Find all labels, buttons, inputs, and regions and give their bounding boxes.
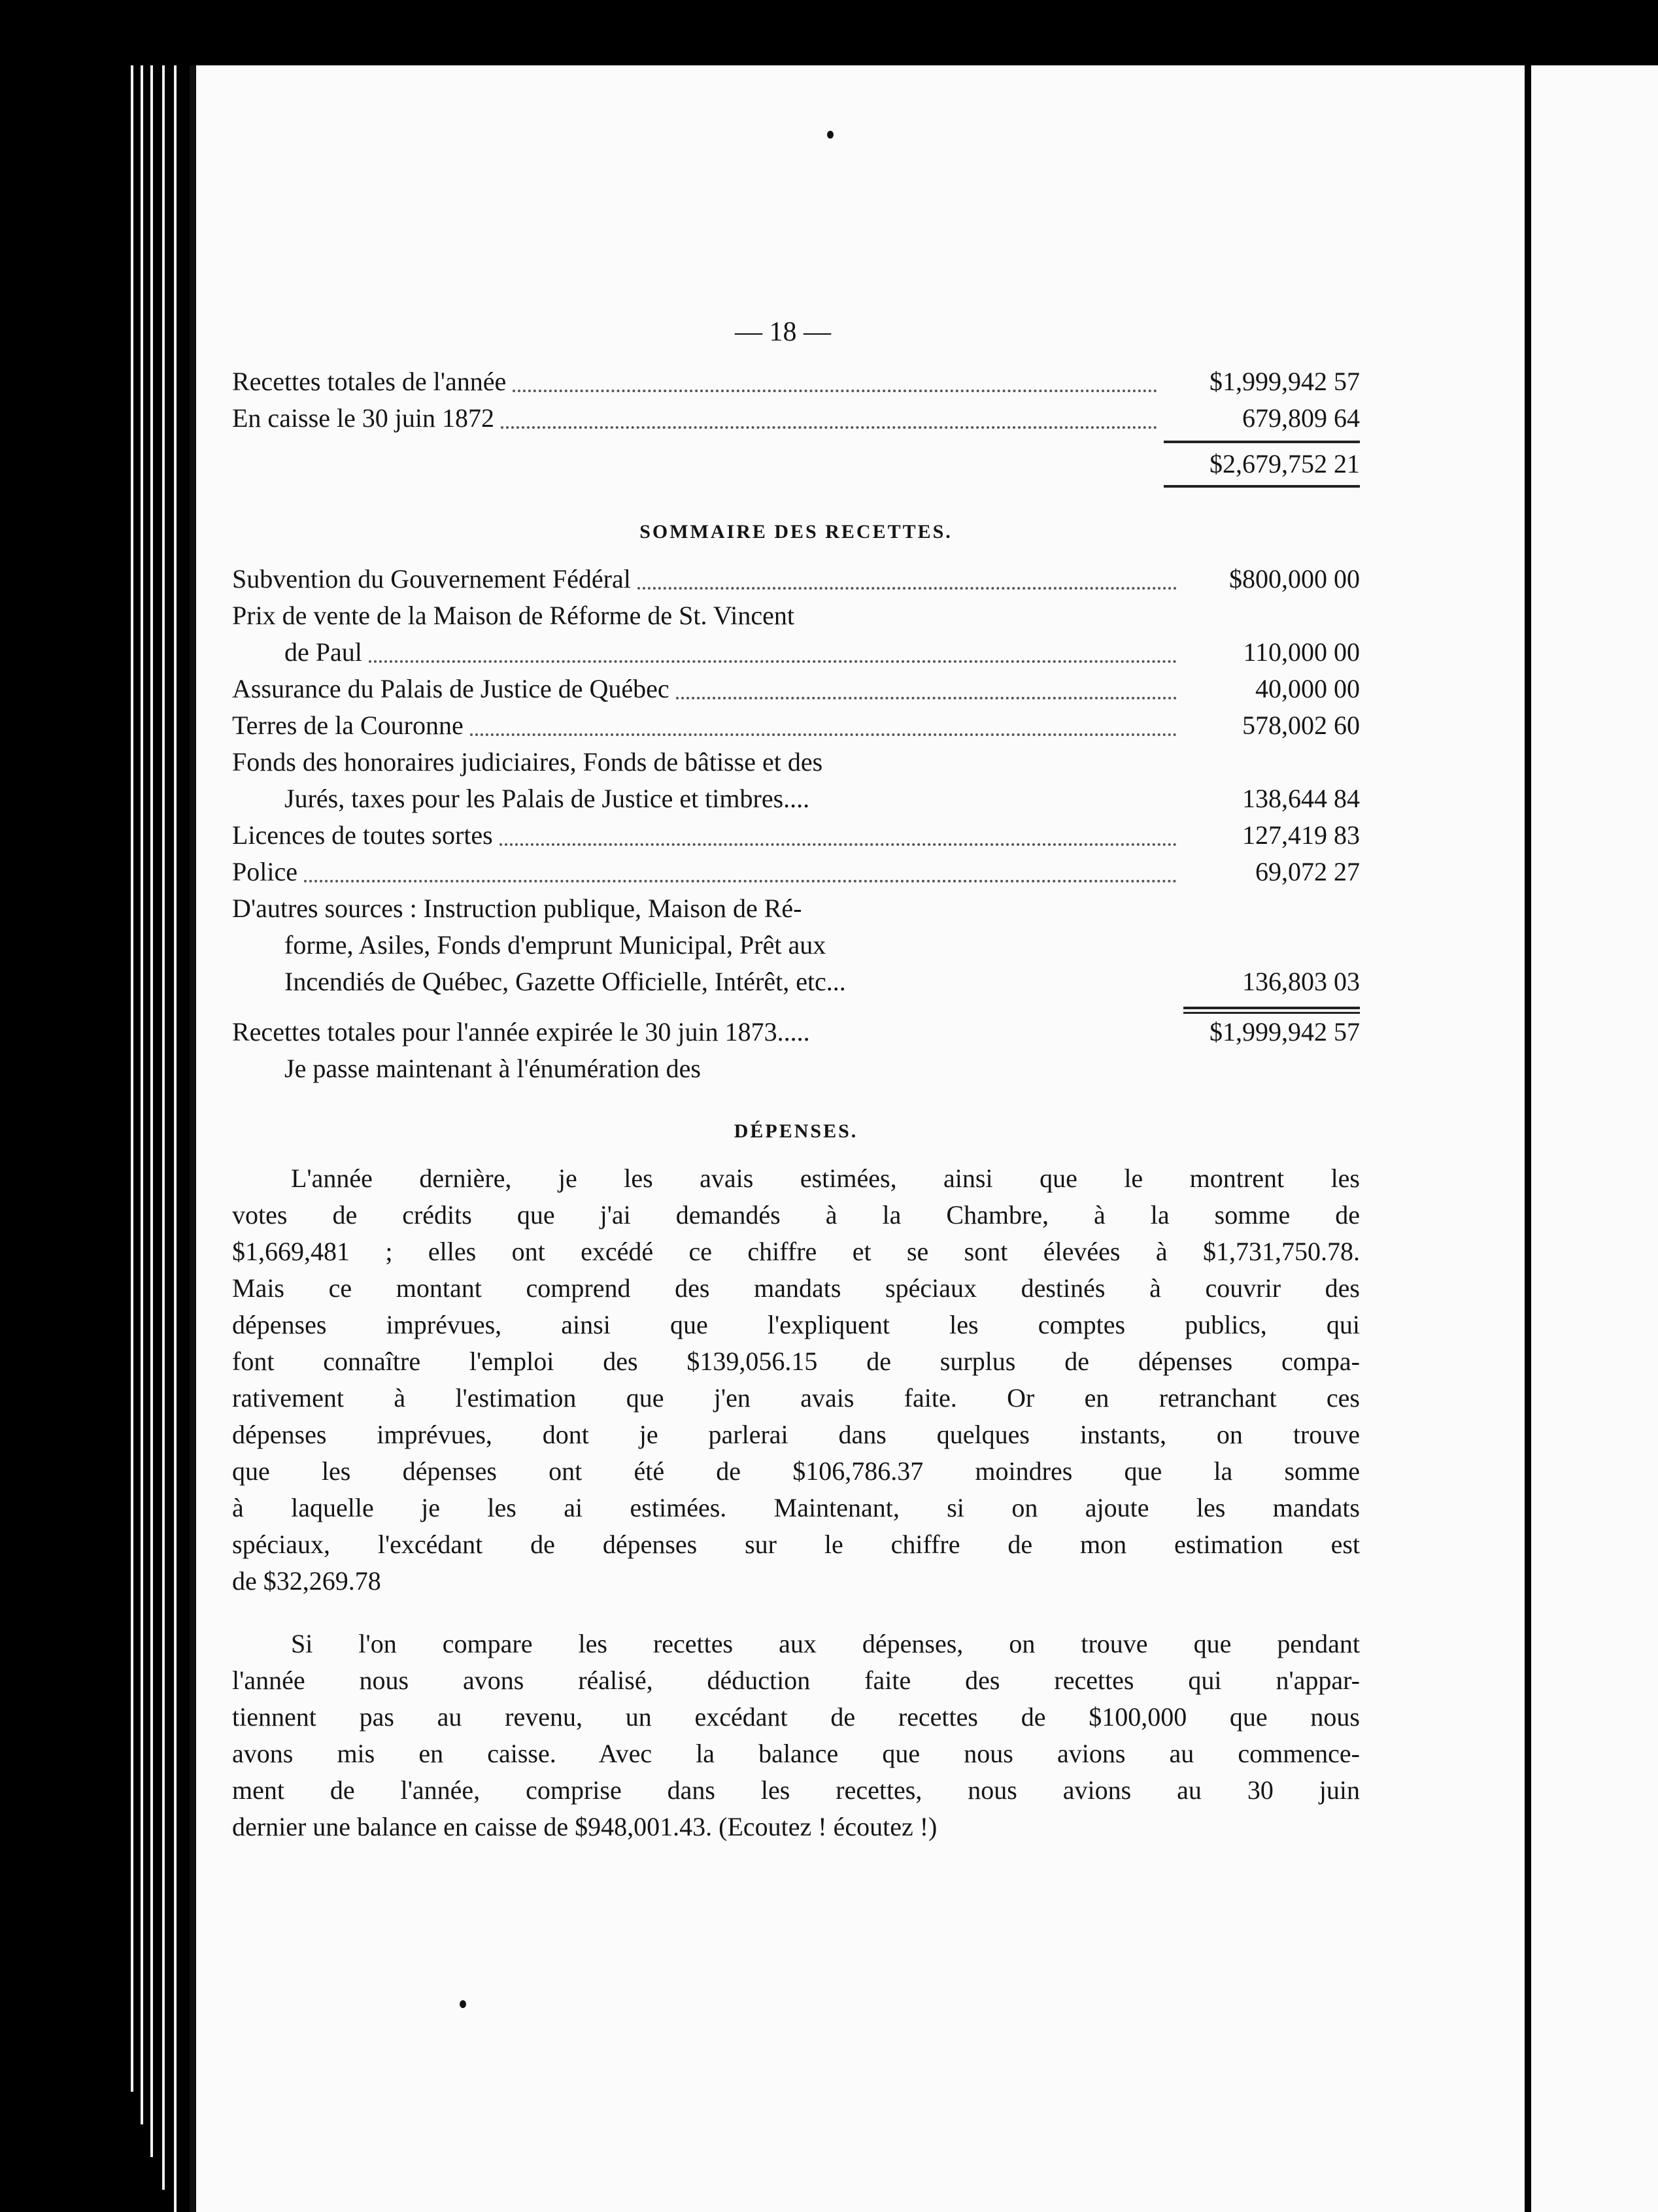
grand-total xyxy=(232,443,1360,482)
paragraph-line: avons mis en caisse. Avec la balance que nous avions au commence- xyxy=(232,1739,1360,1768)
paragraph-line: de $32,269.78 xyxy=(232,1566,381,1596)
sum-rule xyxy=(232,1009,1360,1014)
document-content xyxy=(232,314,1360,1845)
paragraph-line: ment de l'année, comprise dans les recettes, nous avions au 30 juin xyxy=(232,1775,1360,1805)
ledger-amount: $1,999,942 57 xyxy=(1210,367,1360,396)
ledger-amount: $800,000 00 xyxy=(1229,564,1360,594)
ledger-label: Terres de la Couronne xyxy=(232,711,464,740)
ledger-line: forme, Asiles, Fonds d'emprunt Municipal, Prêt aux xyxy=(284,930,826,960)
ledger-row xyxy=(232,400,1360,437)
ledger-label: En caisse le 30 juin 1872 xyxy=(232,403,495,433)
sum-rule xyxy=(232,437,1360,443)
page-edge xyxy=(131,65,133,2092)
page-edge xyxy=(174,65,177,2212)
ledger-amount: 40,000 00 xyxy=(1255,674,1360,703)
ledger-label: Licences de toutes sortes xyxy=(232,820,493,850)
paragraph-line: dernier une balance en caisse de $948,001.43. (Ecoutez ! écoutez !) xyxy=(232,1812,938,1841)
section-heading-sommaire: SOMMAIRE DES RECETTES. xyxy=(639,521,953,543)
ledger-amount: $1,999,942 57 xyxy=(1210,1017,1360,1047)
paragraph-line: tiennent pas au revenu, un excédant de recettes de $100,000 que nous xyxy=(232,1702,1360,1732)
ledger-row xyxy=(232,707,1360,744)
ledger-label: Recettes totales pour l'année expirée le 30 juin 1873..... xyxy=(232,1017,810,1047)
paragraph-line: dépenses imprévues, ainsi que l'expliquent les comptes publics, qui xyxy=(232,1310,1360,1339)
ledger-amount: 136,803 03 xyxy=(1242,967,1360,996)
ledger-row xyxy=(232,634,1360,671)
paragraph-line: dépenses imprévues, dont je parlerai dans quelques instants, on trouve xyxy=(232,1420,1360,1449)
transition-text: Je passe maintenant à l'énumération des xyxy=(284,1054,701,1083)
ledger-label: Assurance du Palais de Justice de Québec xyxy=(232,674,669,703)
paragraph-line: rativement à l'estimation que j'en avais faite. Or en retranchant ces xyxy=(232,1383,1360,1413)
paragraph-line: spéciaux, l'excédant de dépenses sur le chiffre de mon estimation est xyxy=(232,1530,1360,1559)
ledger-amount: 679,809 64 xyxy=(1242,403,1360,433)
ledger-amount: 578,002 60 xyxy=(1242,711,1360,740)
paragraph-balance xyxy=(232,1626,1360,1845)
ledger-row xyxy=(232,671,1360,707)
paragraph-line: que les dépenses ont été de $106,786.37 moindres que la somme xyxy=(232,1456,1360,1486)
paragraph-line: L'année dernière, je les avais estimées, ainsi que le montrent les xyxy=(291,1164,1360,1193)
section-heading-depenses: DÉPENSES. xyxy=(734,1120,858,1142)
paragraph-line: votes de crédits que j'ai demandés à la Chambre, à la somme de xyxy=(232,1200,1360,1230)
paragraph-line: l'année nous avons réalisé, déduction faite des recettes qui n'appar- xyxy=(232,1666,1360,1695)
facing-page-edge xyxy=(1531,65,1658,2212)
ledger-row xyxy=(232,854,1360,890)
paragraph-line: à laquelle je les ai estimées. Maintenant, si on ajoute les mandats xyxy=(232,1493,1360,1522)
ledger-amount: 110,000 00 xyxy=(1243,637,1360,667)
ledger-label: Jurés, taxes pour les Palais de Justice et timbres.... xyxy=(284,784,810,813)
ledger-row-total xyxy=(232,1014,1360,1050)
page-edge xyxy=(141,65,143,2124)
ledger-amount: 138,644 84 xyxy=(1242,784,1360,813)
ledger-amount: 69,072 27 xyxy=(1255,857,1360,886)
ledger-label: Police xyxy=(232,857,297,886)
page-edge xyxy=(150,65,153,2157)
sum-rule xyxy=(232,1000,1360,1009)
page-number: — 18 — xyxy=(735,317,831,347)
grand-total-amount: $2,679,752 21 xyxy=(1210,449,1360,478)
ledger-label: de Paul xyxy=(284,637,362,667)
ledger-row xyxy=(232,561,1360,597)
ledger-row xyxy=(232,817,1360,854)
ledger-label: Subvention du Gouvernement Fédéral xyxy=(232,564,631,594)
ledger-row xyxy=(232,780,1360,817)
ledger-label: Recettes totales de l'année xyxy=(232,367,507,396)
paragraph-line: Mais ce montant comprend des mandats spéciaux destinés à couvrir des xyxy=(232,1273,1360,1303)
paragraph-depenses xyxy=(232,1160,1360,1600)
page-edge xyxy=(162,65,165,2190)
ledger-row xyxy=(232,964,1360,1000)
ledger-line: Prix de vente de la Maison de Réforme de St. Vincent xyxy=(232,601,794,630)
ledger-row xyxy=(232,363,1360,400)
ink-speck xyxy=(827,131,834,139)
ledger-label: Incendiés de Québec, Gazette Officielle, Intérêt, etc... xyxy=(284,967,846,996)
paragraph-line: Si l'on compare les recettes aux dépenses, on trouve que pendant xyxy=(291,1629,1360,1658)
ink-speck xyxy=(460,2000,466,2008)
ledger-line: D'autres sources : Instruction publique, Maison de Ré- xyxy=(232,894,802,923)
paragraph-line: font connaître l'emploi des $139,056.15 de surplus de dépenses compa- xyxy=(232,1347,1360,1376)
total-underline xyxy=(232,482,1360,488)
paragraph-line: $1,669,481 ; elles ont excédé ce chiffre et se sont élevées à $1,731,750.78. xyxy=(232,1237,1360,1266)
ledger-amount: 127,419 83 xyxy=(1242,820,1360,850)
ledger-line: Fonds des honoraires judiciaires, Fonds de bâtisse et des xyxy=(232,747,823,777)
